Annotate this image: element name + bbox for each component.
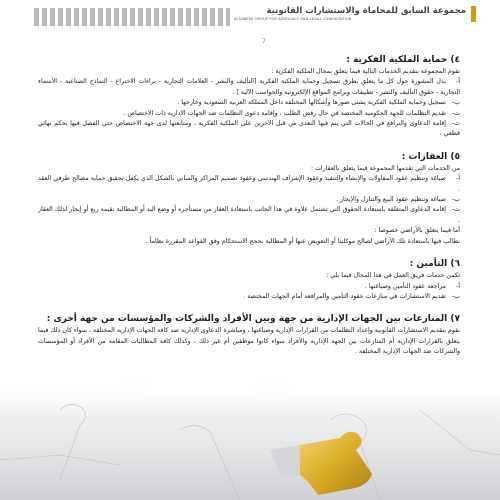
section-intellectual-property xyxy=(38,54,460,140)
section-title: ٧) المنازعات بين الجهات الإدارية من جهة وبين الأفراد والشركات والمؤسسات من جهة أخرى : xyxy=(46,314,460,325)
section-title: ٥) العقارات : xyxy=(401,151,460,162)
puzzle-background-illustration xyxy=(0,350,500,500)
list-item: أ-صياغة وتنظيم عقود المقاولات والإنشاء والتنفيذ وعقود الإشراف الهندسي وعقود تصميم المراكز والمباني بالشكل الذي يكفل تحقيق حماية مصالح طرفي العقد . xyxy=(38,175,460,193)
section-intro: تقوم المجموعة بتقديم الخدمات التالية فيما يتعلق بمجال الملكية الفكرية : xyxy=(271,68,460,75)
logo-accent-bar xyxy=(471,6,476,22)
list-item: ب-صياغة وتنظيم عقود البيع والتنازل والإيجار . xyxy=(336,196,460,204)
list-item: أ-مراجعة عقود التأمين وصياغتها . xyxy=(364,282,460,290)
section-title: ٦) التأمين : xyxy=(409,259,460,270)
logo-arabic-name: مجموعة السابق للمحاماة والاستشارات القانونية xyxy=(266,6,466,16)
list-item: ث-إقامة الدعاوى والترافع في الحالات التي يتم فيها التعدي من قبل الآخرين على الملكية الفكرية ، ومتابعتها لدى جهة الاختصاص حتى الفصل فيها بحكم نهائي قطعي . xyxy=(38,120,460,138)
section-intro: تكمن خدمات فريق العمل في هذا المجال فيما يلي : xyxy=(326,272,460,280)
list-item: ب-تسجيل وحماية الملكية الفكرية بشتى صورها وأشكالها المختلفة داخل المملكة العربية السعودية وخارجها . xyxy=(177,99,460,107)
document-body xyxy=(38,52,460,358)
list-item: ت-تقديم التظلمات للجهة الحكومية المختصة في حال رفض الطلب ، وإقامة دعوى التظلمات ضد الجهات الإدارية ذات الاختصاص . xyxy=(123,109,460,117)
section-paragraph: نقوم بتقديم الاستشارات القانونية وإعداد التظلمات من القرارات الإدارية وصياغتها ، ومباشرة الدعاوى الإدارية ضد كافة الجهات الإدارية المختلفة ، سواء كان ذلك فيما يتعلق بالقرارات الإدارية أم المنازعات بين الجهة الإدارية والأفراد سواء كانوا موظفين أم غير ذلك ، وكذلك كافة المطالبات المقامة من الأفراد أو المؤسسات والشركات ضد الجهات الإدارية المختلفة . xyxy=(38,327,460,356)
page-number: 7 xyxy=(262,38,266,45)
logo-english-name: ALSABEEK GROUP FOR ADVOCACY AND LEGAL CONSULTATION xyxy=(234,17,352,21)
list-item: ت-إقامة الدعاوى المتعلقة باستعادة الحقوق التي تشتمل علاوة في هذا الجانب باستعادة العقار من مستأجره أو وضع اليد أو المطالبة بقيمة ريع أو إيجار لذلك العقار . xyxy=(38,206,460,224)
list-item: أ-بذل المشورة حول كل ما يتعلق بطرق تسجيل وحماية الملكية الفكرية [التأليف والنشر - العلامات التجارية - براءات الاختراع - النماذج الصناعية - الأسماء التجارية - حقوق التأليف والنشر - تطبيقات وبرامج المواقع الإلكترونية والحواسب الآلية ] . xyxy=(38,78,460,96)
section-insurance xyxy=(38,258,460,302)
list-item: أما فيما يتعلق بالأراضي خصوصا : xyxy=(374,227,460,235)
section-intro: من الخدمات التي تقدمها المجموعة فيما يتعلق بالعقارات : xyxy=(310,164,460,172)
header-stripes-decoration xyxy=(34,8,230,26)
list-item: نطالب فيها باستعادة تلك الأراضي لصالح موكلينا أو التعويض عنها أو المطالبة بحجج الاستحكام وفق القواعد المقررة نظاماً . xyxy=(145,237,460,245)
section-real-estate xyxy=(38,151,460,247)
list-item: ب-تقديم الاستشارات في منازعات عقود التأمين والمرافعة أمام الجهات المختصة . xyxy=(243,292,460,300)
section-title: ٤) حماية الملكية الفكرية : xyxy=(346,55,460,65)
brand-logo xyxy=(234,6,466,21)
